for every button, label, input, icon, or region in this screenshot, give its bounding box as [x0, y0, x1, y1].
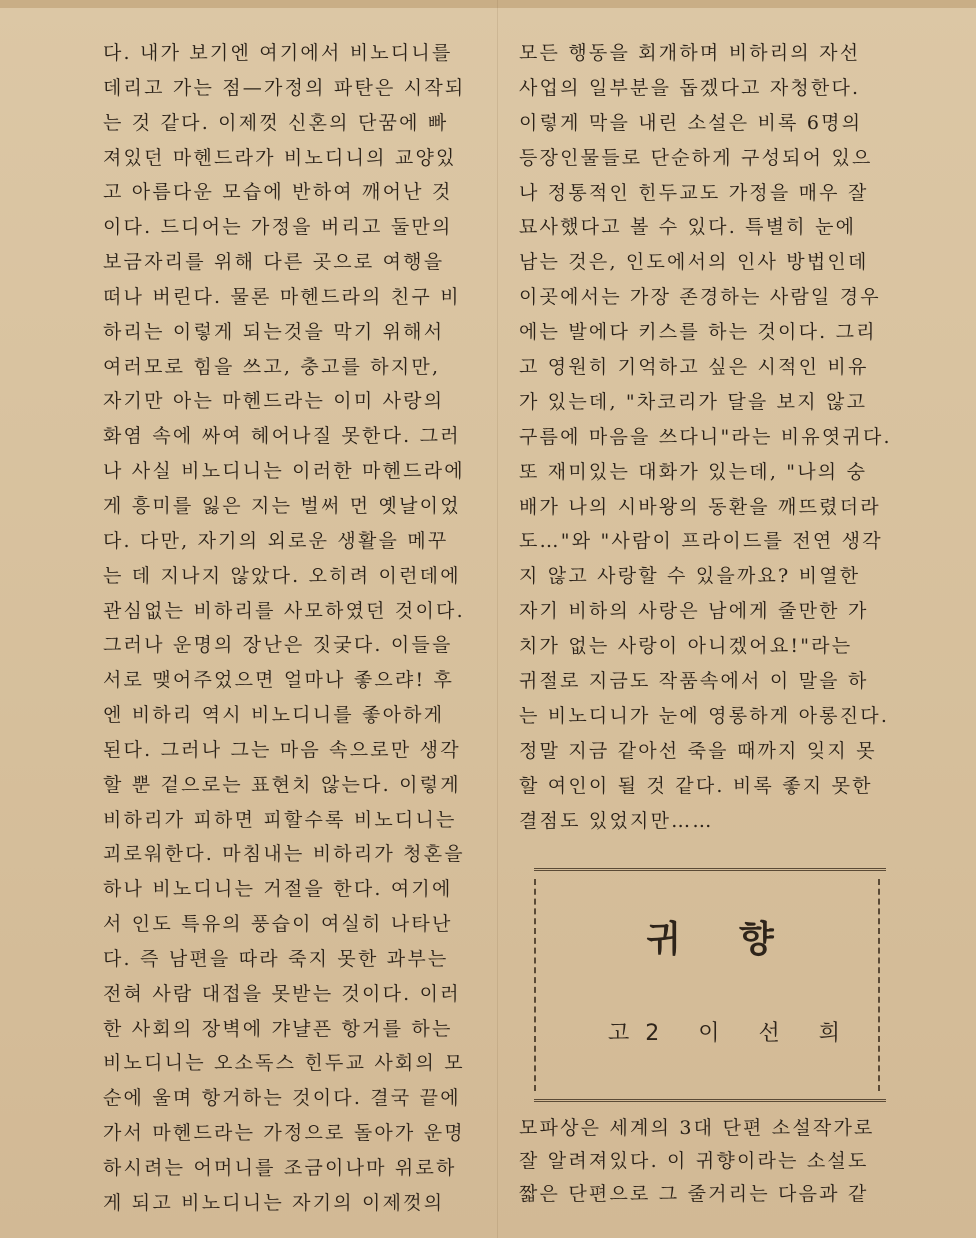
- text-line: 등장인물들로 단순하게 구성되어 있으: [519, 146, 873, 169]
- text-line: 괴로워한다. 마침내는 비하리가 청혼을: [103, 843, 465, 866]
- text-line: 정말 지금 같아선 죽을 때까지 잊지 못: [519, 739, 877, 762]
- text-line: 배가 나의 시바왕의 동환을 깨뜨렸더라: [519, 495, 881, 518]
- text-line: 이렇게 막을 내린 소설은 비록 6명의: [519, 111, 863, 134]
- text-line: 데리고 가는 점—가정의 파탄은 시작되: [103, 76, 466, 99]
- text-line: 는 데 지나지 않았다. 오히려 이런데에: [103, 564, 461, 587]
- text-line: 치가 없는 사랑이 아니겠어요!"라는: [519, 635, 853, 658]
- text-line: 할 뿐 겉으로는 표현치 않는다. 이렇게: [103, 773, 461, 796]
- text-line: 하리는 이렇게 되는것을 막기 위해서: [103, 320, 445, 343]
- text-line: 된다. 그러나 그는 마음 속으로만 생각: [103, 738, 461, 761]
- text-line: 는 비노디니가 눈에 영롱하게 아롱진다.: [519, 704, 890, 727]
- text-line: 비노디니는 오소독스 힌두교 사회의 모: [103, 1052, 465, 1075]
- text-line: 보금자리를 위해 다른 곳으로 여행을: [103, 251, 445, 274]
- text-line: 모파상은 세계의 3대 단편 소설작가로: [519, 1117, 875, 1139]
- text-line: 나 정통적인 힌두교도 가정을 매우 잘: [519, 181, 869, 204]
- text-line: 고 아름다운 모습에 반하여 깨어난 것: [103, 181, 453, 204]
- text-line: 서 인도 특유의 풍습이 여실히 나타난: [103, 913, 453, 936]
- text-line: 화염 속에 싸여 헤어나질 못한다. 그러: [103, 425, 461, 448]
- text-line: 고 영원히 기억하고 싶은 시적인 비유: [519, 356, 869, 379]
- text-line: 사업의 일부분을 돕겠다고 자청한다.: [519, 76, 861, 99]
- text-line: 에는 발에다 키스를 하는 것이다. 그리: [519, 321, 877, 344]
- text-line: 비하리가 피하면 피할수록 비노디니는: [103, 808, 457, 831]
- text-line: 남는 것은, 인도에서의 인사 방법인데: [519, 251, 869, 274]
- text-line: 전혀 사람 대접을 못받는 것이다. 이러: [103, 982, 461, 1005]
- text-line: 결점도 있었지만……: [519, 809, 714, 832]
- text-line: 게 되고 비노디니는 자기의 이제껏의: [103, 1191, 445, 1214]
- text-line: 하시려는 어머니를 조금이나마 위로하: [103, 1157, 457, 1179]
- text-line: 한 사회의 장벽에 갸냘픈 항거를 하는: [103, 1017, 453, 1040]
- author-byline: 고2 이 선 희: [608, 1021, 856, 1046]
- story-title: 귀향: [646, 919, 832, 960]
- text-line: 묘사했다고 볼 수 있다. 특별히 눈에: [519, 216, 857, 239]
- text-line: 게 흥미를 잃은 지는 벌써 먼 옛날이었: [103, 494, 461, 517]
- left-column-text: [103, 36, 483, 1221]
- text-line: 지 않고 사랑할 수 있을까요? 비열한: [519, 565, 861, 588]
- text-line: 짧은 단편으로 그 줄거리는 다음과 같: [519, 1183, 869, 1205]
- text-line: 도…"와 "사람이 프라이드를 전연 생각: [519, 530, 883, 553]
- text-line: 하나 비노디니는 거절을 한다. 여기에: [103, 878, 453, 901]
- text-line: 자기 비하의 사랑은 남에게 줄만한 가: [519, 600, 869, 623]
- column-divider: [497, 0, 498, 1238]
- text-line: 다. 즉 남편을 따라 죽지 못한 과부는: [103, 947, 449, 970]
- text-line: 그러나 운명의 장난은 짓궂다. 이들을: [103, 634, 453, 657]
- text-line: 잘 알려져있다. 이 귀향이라는 소설도: [519, 1150, 869, 1172]
- text-line: 이다. 드디어는 가정을 버리고 둘만의: [103, 216, 453, 239]
- text-line: 또 재미있는 대화가 있는데, "나의 숭: [519, 460, 868, 483]
- text-line: 구름에 마음을 쓰다니"라는 비유엿귀다.: [519, 425, 892, 448]
- text-line: 엔 비하리 역시 비노디니를 좋아하게: [103, 704, 445, 727]
- text-line: 서로 맺어주었으면 얼마나 좋으랴! 후: [103, 669, 455, 692]
- text-line: 귀절로 지금도 작품속에서 이 말을 하: [519, 670, 869, 693]
- text-line: 다. 내가 보기엔 여기에서 비노디니를: [103, 42, 453, 64]
- next-story-text: [519, 1112, 875, 1211]
- text-line: 져있던 마헨드라가 비노디니의 교양있: [103, 146, 457, 169]
- text-line: 다. 다만, 자기의 외로운 생활을 메꾸: [103, 529, 449, 552]
- text-line: 는 것 같다. 이제껏 신혼의 단꿈에 빠: [103, 111, 449, 134]
- right-column-text: [519, 36, 904, 838]
- text-line: 가 있는데, "차코리가 달을 보지 않고: [519, 390, 868, 413]
- text-line: 순에 울며 항거하는 것이다. 결국 끝에: [103, 1087, 461, 1110]
- text-line: 떠나 버린다. 물론 마헨드라의 친구 비: [103, 285, 461, 308]
- text-line: 자기만 아는 마헨드라는 이미 사랑의: [103, 390, 445, 413]
- text-line: 나 사실 비노디니는 이러한 마헨드라에: [103, 460, 465, 483]
- text-line: 할 여인이 될 것 같다. 비록 좋지 못한: [519, 774, 873, 797]
- text-line: 가서 마헨드라는 가정으로 돌아가 운명: [103, 1122, 465, 1145]
- text-line: 여러모로 힘을 쓰고, 충고를 하지만,: [103, 355, 441, 378]
- text-line: 관심없는 비하리를 사모하였던 것이다.: [103, 599, 465, 622]
- text-line: 모든 행동을 회개하며 비하리의 자선: [519, 42, 861, 64]
- text-line: 이곳에서는 가장 존경하는 사람일 경우: [519, 286, 881, 309]
- story-title-box: [534, 868, 886, 1102]
- top-edge: [0, 0, 976, 8]
